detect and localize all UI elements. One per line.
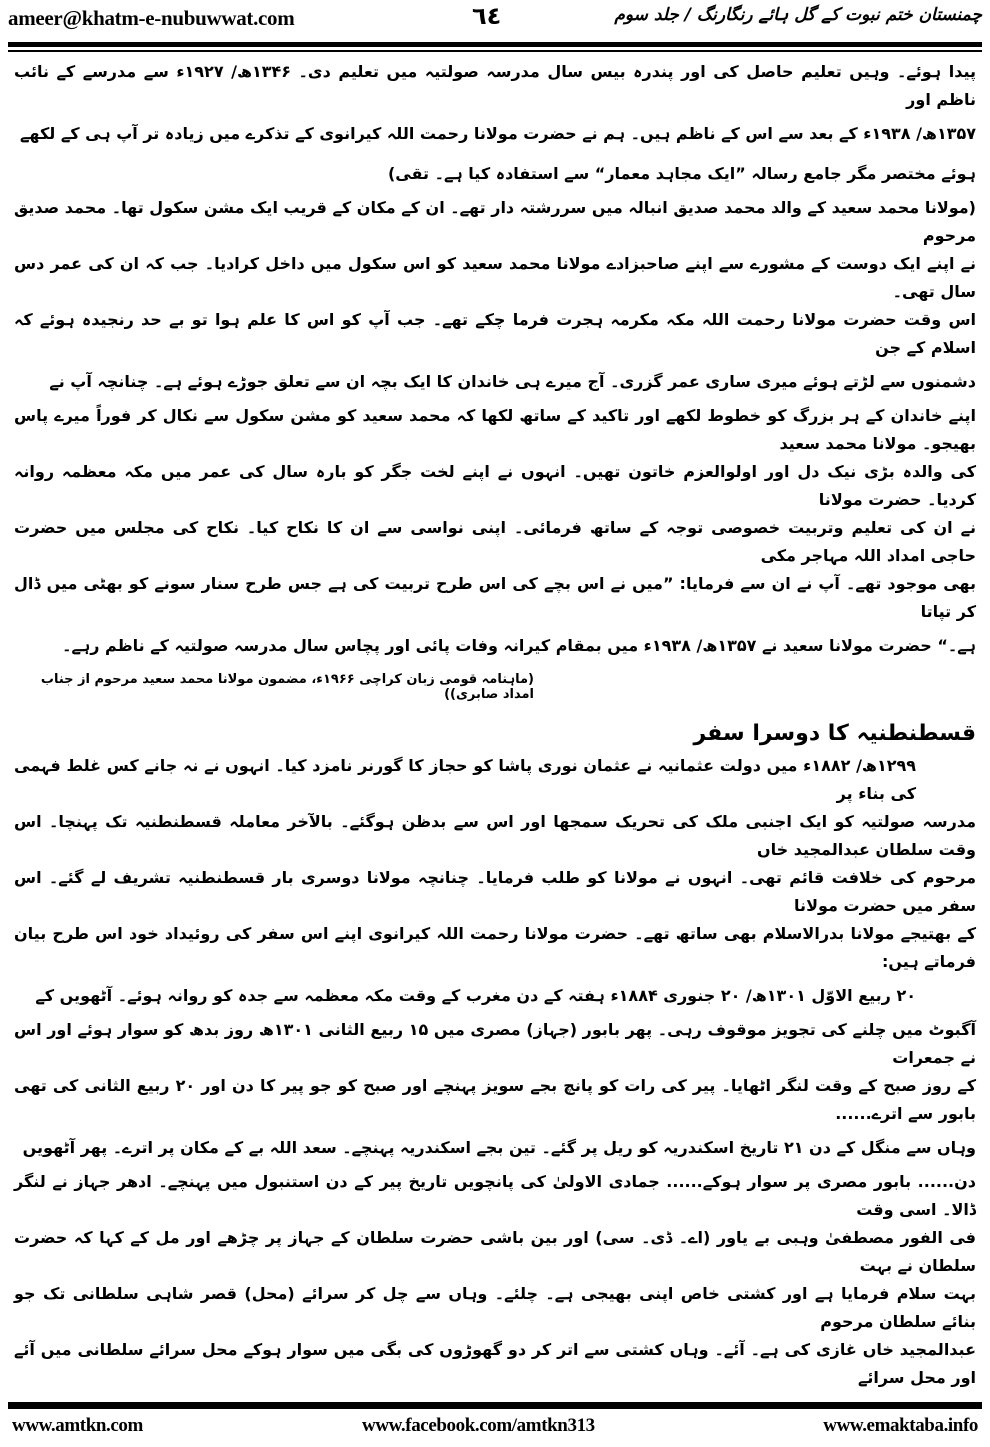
text-line bbox=[14, 1224, 976, 1280]
text-line-content: مدرسہ صولتیہ کو ایک اجنبی ملک کی تحریک سمجھا اور اس سے بدظن ہوگئے۔ بالآخر معاملہ قسطنطنیہ تک پہنچا۔ اس وقت سلطان عبدالمجید خاں bbox=[14, 812, 976, 859]
text-line-content: پیدا ہوئے۔ وہیں تعلیم حاصل کی اور پندرہ بیس سال مدرسہ صولتیہ میں تعلیم دی۔ ۱۳۴۶ھ/ ۱۹۲۷ء سے مدرسے کے نائب ناظم اور bbox=[14, 62, 976, 109]
text-line bbox=[14, 1016, 976, 1072]
text-line-content: دن...... بابور مصری پر سوار ہوکے...... جمادی الاولیٰ کی پانچویں تاریخ پیر کے دن استنبول میں پہنچے۔ ادھر جہاز نے لنگر ڈالا۔ اسی وقت bbox=[14, 1172, 976, 1219]
section-2-body bbox=[14, 752, 976, 1392]
text-line bbox=[14, 1128, 976, 1168]
text-line bbox=[14, 1336, 976, 1392]
text-line-content: بہت سلام فرمایا ہے اور کشتی خاص اپنی بھیجی ہے۔ چلئے۔ وہاں سے چل کر سرائے (محل) قصر شاہی سلطانی تک جو بنائے سلطان مرحوم bbox=[14, 1284, 976, 1331]
text-line-content: کی والدہ بڑی نیک دل اور اولوالعزم خاتون تھیں۔ انہوں نے اپنے لخت جگر کو بارہ سال کی عمر میں مکہ معظمہ روانہ کردیا۔ حضرت مولانا bbox=[14, 462, 976, 509]
text-line bbox=[14, 864, 976, 920]
text-line-content: دشمنوں سے لڑتے ہوئے میری ساری عمر گزری۔ آج میرے ہی خاندان کا ایک بچہ ان سے تعلق جوڑے ہوئے ہے۔ چنانچہ آپ نے bbox=[49, 372, 976, 391]
text-line bbox=[14, 458, 976, 514]
text-line bbox=[14, 114, 976, 154]
text-line-content: کے بھتیجے مولانا بدرالاسلام بھی ساتھ تھے۔ حضرت مولانا رحمت اللہ کیرانوی اپنے اس سفر کی روئیداد خود اس طرح بیان فرماتے ہیں: bbox=[14, 924, 976, 971]
header-rule-thin bbox=[8, 50, 982, 52]
text-line bbox=[14, 154, 976, 194]
text-line bbox=[14, 626, 976, 666]
text-line-content: اس وقت حضرت مولانا رحمت اللہ مکہ مکرمہ ہجرت فرما چکے تھے۔ جب آپ کو اس کا علم ہوا تو بے حد رنجیدہ ہوئے کہ اسلام کے جن bbox=[14, 310, 976, 357]
text-line-content: ہوئے مختصر مگر جامع رسالہ ”ایک مجاہد معمار“ سے استفادہ کیا ہے۔ تقی) bbox=[387, 164, 976, 183]
text-line bbox=[14, 1168, 976, 1224]
page-header bbox=[0, 0, 990, 42]
book-title: چمنستان ختم نبوت کے گل ہائے رنگارنگ / جلد سوم bbox=[614, 5, 982, 25]
text-line bbox=[14, 752, 976, 808]
footer-link-emaktaba[interactable]: www.emaktaba.info bbox=[823, 1415, 978, 1436]
header-email: ameer@khatm-e-nubuwwat.com bbox=[8, 6, 295, 30]
text-line-content: اپنے خاندان کے ہر بزرگ کو خطوط لکھے اور تاکید کے ساتھ لکھا کہ محمد سعید کو مشن سکول سے نکال کر فوراً میرے پاس بھیجو۔ مولانا محمد سعید bbox=[14, 406, 976, 453]
text-line bbox=[14, 402, 976, 458]
text-line bbox=[14, 1280, 976, 1336]
text-line-content: مرحوم کی خلافت قائم تھی۔ انہوں نے مولانا کو طلب فرمایا۔ چنانچہ مولانا دوسری بار قسطنطنیہ تشریف لے گئے۔ اس سفر میں حضرت مولانا bbox=[14, 868, 976, 915]
text-line-content: نے ان کی تعلیم وتربیت خصوصی توجہ کے ساتھ فرمائی۔ اپنی نواسی سے ان کا نکاح کیا۔ نکاح کی مجلس میں حضرت حاجی امداد اللہ مہاجر مکی bbox=[14, 518, 976, 565]
text-line bbox=[14, 194, 976, 250]
text-line-content: ہے۔“ حضرت مولانا سعید نے ۱۳۵۷ھ/ ۱۹۳۸ء میں بمقام کیرانہ وفات پائی اور پچاس سال مدرسہ صولتیہ کے ناظم رہے۔ bbox=[62, 636, 976, 655]
text-line-content: (مولانا محمد سعید کے والد محمد صدیق انبالہ میں سررشتہ دار تھے۔ ان کے مکان کے قریب ایک مشن سکول تھا۔ محمد صدیق مرحوم bbox=[14, 198, 976, 245]
text-line bbox=[14, 306, 976, 362]
text-line-content: ۲۰ ربیع الاوّل ۱۳۰۱ھ/ ۲۰ جنوری ۱۸۸۴ء ہفتہ کے دن مغرب کے وقت مکہ معظمہ سے جدہ کو روانہ ہوئے۔ آٹھویں کے bbox=[35, 986, 916, 1005]
text-line bbox=[14, 920, 976, 976]
text-line-content: نے اپنے ایک دوست کے مشورے سے اپنے صاحبزادے مولانا محمد سعید کو اس سکول میں داخل کرادیا۔ جب کہ ان کی عمر دس سال تھی۔ bbox=[14, 254, 976, 301]
text-line bbox=[14, 58, 976, 114]
text-line bbox=[14, 976, 976, 1016]
section-heading: قسطنطنیہ کا دوسرا سفر bbox=[693, 721, 976, 746]
page-number: ٦٤ bbox=[472, 2, 502, 30]
footer-link-facebook[interactable]: www.facebook.com/amtkn313 bbox=[362, 1415, 595, 1436]
footer-rule bbox=[8, 1402, 982, 1409]
text-line bbox=[14, 808, 976, 864]
section-1-body bbox=[14, 58, 976, 666]
text-line bbox=[14, 1072, 976, 1128]
text-line bbox=[14, 570, 976, 626]
text-line-content: عبدالمجید خاں غازی کی ہے۔ آئے۔ وہاں کشتی سے اتر کر دو گھوڑوں کی بگی میں سوار ہوکے محل سرائے سلطانی میں آئے اور محل سرائے bbox=[14, 1340, 976, 1387]
footer-link-amtkn[interactable]: www.amtkn.com bbox=[12, 1415, 143, 1436]
header-rule-thick bbox=[8, 42, 982, 47]
footer-area bbox=[0, 1402, 990, 1447]
text-line-content: کے روز صبح کے وقت لنگر اٹھایا۔ پیر کی رات کو پانچ بجے سویز پہنچے اور صبح کو جو پیر کا دن اور ۲۰ ربیع الثانی کی تھی بابور سے اترے...... bbox=[14, 1076, 977, 1123]
text-line-content: بھی موجود تھے۔ آپ نے ان سے فرمایا: ”میں نے اس بچے کی اس طرح تربیت کی ہے جس طرح سنار سونے کو بھٹی میں ڈال کر تپاتا bbox=[14, 574, 976, 621]
text-line-content: ۱۳۵۷ھ/ ۱۹۳۸ء کے بعد سے اس کے ناظم ہیں۔ ہم نے حضرت مولانا رحمت اللہ کیرانوی کے تذکرے میں زیادہ تر آپ ہی کے لکھے bbox=[20, 124, 976, 143]
citation-row bbox=[14, 672, 976, 703]
heading-row bbox=[14, 721, 976, 746]
text-line-content: ۱۲۹۹ھ/ ۱۸۸۲ء میں دولت عثمانیہ نے عثمان نوری پاشا کو حجاز کا گورنر نامزد کیا۔ انہوں نے نہ جانے کس غلط فہمی کی بناء پر bbox=[14, 756, 916, 803]
text-line-content: آگبوٹ میں چلنے کی تجویز موقوف رہی۔ پھر بابور (جہاز) مصری میں ۱۵ ربیع الثانی ۱۳۰۱ھ روز بدھ کو سوار ہوئے اور اس نے جمعرات bbox=[14, 1020, 976, 1067]
text-line bbox=[14, 250, 976, 306]
text-line bbox=[14, 514, 976, 570]
text-line-content: وہاں سے منگل کے دن ۲۱ تاریخ اسکندریہ کو ریل پر گئے۔ تین بجے اسکندریہ پہنچے۔ سعد اللہ بے کے مکان پر اترے۔ پھر آٹھویں bbox=[22, 1138, 976, 1157]
text-line-content: فی الفور مصطفیٰ وہبی بے یاور (اے۔ ڈی۔ سی) اور بین باشی حضرت سلطان کے جہاز پر چڑھے اور مل کے کہا کہ حضرت سلطان نے بہت bbox=[14, 1228, 976, 1275]
text-line bbox=[14, 362, 976, 402]
source-citation: (ماہنامہ قومی زبان کراچی ۱۹۶۶ء، مضمون مولانا محمد سعید مرحوم از جناب امداد صابری)) bbox=[40, 672, 534, 702]
